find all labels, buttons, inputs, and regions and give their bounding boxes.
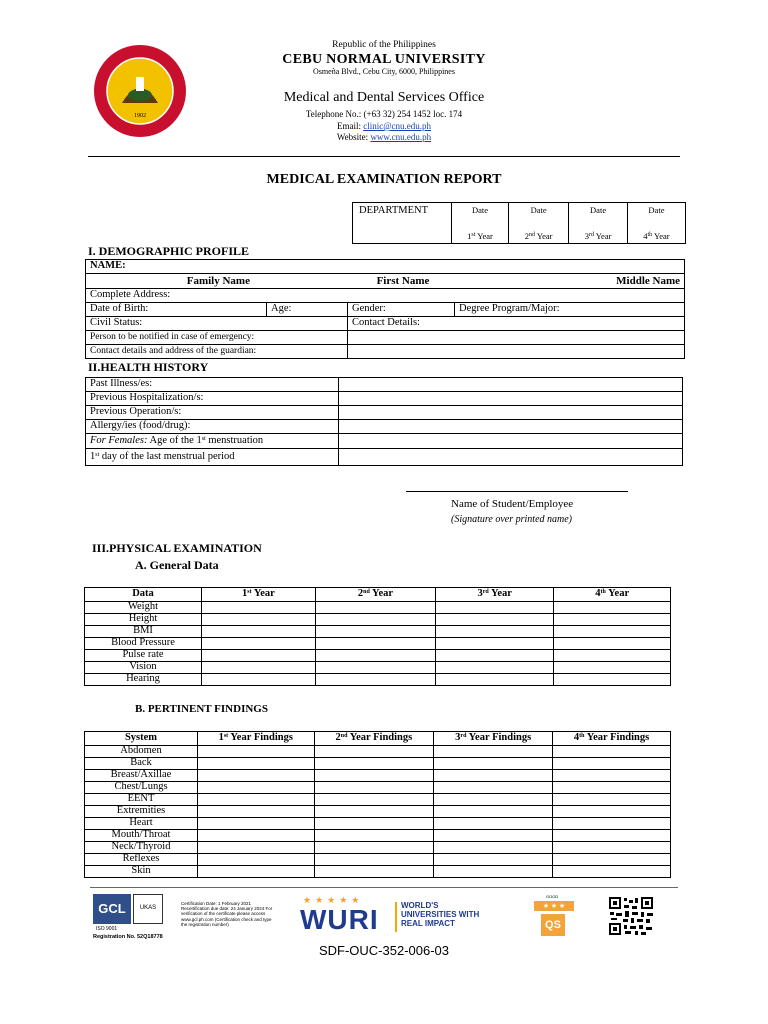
general-cell-year-2[interactable] <box>315 638 435 650</box>
general-cell-year-4[interactable] <box>554 674 671 686</box>
pertinent-row-label: Heart <box>85 818 198 830</box>
pertinent-cell-year-1[interactable] <box>198 854 315 866</box>
pertinent-cell-year-1[interactable] <box>198 806 315 818</box>
general-col-data: Data <box>85 588 202 602</box>
qs-logo: QS <box>541 914 565 936</box>
complete-address-field[interactable]: Complete Address: <box>86 289 685 303</box>
certification-text: Certification Date: 1 February 2021 Recertification due date: 24 January 2024 For verification of the certificate please access www.gcl.ph.com (Certification check and type the registration number) <box>181 901 273 927</box>
pertinent-cell-year-4[interactable] <box>553 758 671 770</box>
hospitalization-label: Previous Hospitalization/s: <box>86 392 339 406</box>
allergy-label: Allergy/ies (food/drug): <box>86 420 339 434</box>
qs-good-label: GOOD <box>546 894 559 899</box>
pertinent-cell-year-2[interactable] <box>314 746 434 758</box>
general-cell-year-4[interactable] <box>554 662 671 674</box>
general-cell-year-4[interactable] <box>554 650 671 662</box>
general-cell-year-1[interactable] <box>202 638 316 650</box>
pertinent-cell-year-2[interactable] <box>314 866 434 878</box>
university-address: Osmeña Blvd., Cebu City, 6000, Philippines <box>313 67 455 76</box>
table-row <box>85 830 671 842</box>
general-row-label: BMI <box>85 626 202 638</box>
pertinent-col-year3: 3rd Year Findings <box>434 732 553 746</box>
table-row <box>85 818 671 830</box>
pertinent-cell-year-3[interactable] <box>434 758 553 770</box>
pertinent-cell-year-4[interactable] <box>553 818 671 830</box>
pertinent-col-year1: 1st Year Findings <box>198 732 315 746</box>
pertinent-cell-year-3[interactable] <box>434 794 553 806</box>
pertinent-cell-year-4[interactable] <box>553 806 671 818</box>
general-col-year2: 2nd Year <box>315 588 435 602</box>
signature-note: (Signature over printed name) <box>451 514 572 525</box>
pertinent-row-label: Mouth/Throat <box>85 830 198 842</box>
general-cell-year-1[interactable] <box>202 626 316 638</box>
general-cell-year-2[interactable] <box>315 662 435 674</box>
allergy-field[interactable] <box>339 420 683 434</box>
pertinent-row-label: Neck/Thyroid <box>85 842 198 854</box>
general-cell-year-2[interactable] <box>315 674 435 686</box>
emergency-contact-label: Person to be notified in case of emergency: <box>86 331 348 345</box>
general-cell-year-2[interactable] <box>315 650 435 662</box>
name-label: NAME: <box>86 260 685 274</box>
table-row <box>85 662 671 674</box>
department-table <box>352 202 686 244</box>
university-name: CEBU NORMAL UNIVERSITY <box>282 52 486 67</box>
guardian-label: Contact details and address of the guardian: <box>86 345 348 359</box>
general-cell-year-3[interactable] <box>436 674 554 686</box>
table-row <box>85 674 671 686</box>
republic-line: Republic of the Philippines <box>332 40 436 50</box>
qs-stars: ★ ★ ★ <box>534 901 574 911</box>
pertinent-cell-year-3[interactable] <box>434 818 553 830</box>
general-col-year1: 1st Year <box>202 588 316 602</box>
general-cell-year-2[interactable] <box>315 614 435 626</box>
pertinent-cell-year-2[interactable] <box>314 830 434 842</box>
general-cell-year-4[interactable] <box>554 602 671 614</box>
pertinent-cell-year-2[interactable] <box>314 854 434 866</box>
general-cell-year-4[interactable] <box>554 638 671 650</box>
pertinent-cell-year-2[interactable] <box>314 758 434 770</box>
civil-status-field[interactable]: Civil Status: <box>86 317 348 331</box>
pertinent-cell-year-1[interactable] <box>198 866 315 878</box>
pertinent-cell-year-2[interactable] <box>314 842 434 854</box>
menstruation-label: For Females: Age of the 1st menstruation <box>86 434 339 449</box>
date-of-birth-field[interactable]: Date of Birth: <box>86 303 267 317</box>
last-period-label: 1st day of the last menstrual period <box>86 449 339 466</box>
registration-number: Registration No. 52Q18778 <box>93 934 163 940</box>
iso-label: ISO 9001 <box>96 926 118 932</box>
general-row-label: Pulse rate <box>85 650 202 662</box>
general-cell-year-4[interactable] <box>554 614 671 626</box>
pertinent-col-year2: 2nd Year Findings <box>314 732 434 746</box>
pertinent-cell-year-1[interactable] <box>198 830 315 842</box>
document-code: SDF-OUC-352-006-03 <box>318 943 450 958</box>
pertinent-col-year4: 4th Year Findings <box>553 732 671 746</box>
website-line <box>0 132 768 142</box>
gcl-logo: GCL <box>93 894 131 924</box>
table-row <box>85 758 671 770</box>
pertinent-heading: B. PERTINENT FINDINGS <box>135 703 268 715</box>
table-row <box>85 614 671 626</box>
family-name-label: Family Name <box>186 274 250 287</box>
general-cell-year-3[interactable] <box>436 602 554 614</box>
pertinent-cell-year-4[interactable] <box>553 842 671 854</box>
pertinent-cell-year-4[interactable] <box>553 794 671 806</box>
general-cell-year-1[interactable] <box>202 614 316 626</box>
office-name: Medical and Dental Services Office <box>283 90 485 105</box>
table-row <box>85 746 671 758</box>
general-row-label: Hearing <box>85 674 202 686</box>
telephone: Telephone No.: (+63 32) 254 1452 loc. 174 <box>305 109 463 119</box>
pertinent-cell-year-2[interactable] <box>314 782 434 794</box>
table-row <box>85 782 671 794</box>
general-cell-year-1[interactable] <box>202 602 316 614</box>
pertinent-cell-year-1[interactable] <box>198 842 315 854</box>
pertinent-row-label: Back <box>85 758 198 770</box>
pertinent-col-system: System <box>85 732 198 746</box>
pertinent-row-label: Chest/Lungs <box>85 782 198 794</box>
demographic-table <box>85 259 685 359</box>
pertinent-row-label: Breast/Axillae <box>85 770 198 782</box>
table-row <box>85 626 671 638</box>
middle-name-label: Middle Name <box>616 274 681 287</box>
pertinent-cell-year-4[interactable] <box>553 830 671 842</box>
pertinent-row-label: Reflexes <box>85 854 198 866</box>
general-cell-year-3[interactable] <box>436 626 554 638</box>
pertinent-cell-year-4[interactable] <box>553 770 671 782</box>
physical-heading: III.PHYSICAL EXAMINATION <box>92 541 262 555</box>
guardian-field[interactable] <box>348 345 685 359</box>
general-row-label: Height <box>85 614 202 626</box>
pertinent-cell-year-3[interactable] <box>434 782 553 794</box>
pertinent-cell-year-4[interactable] <box>553 854 671 866</box>
health-table <box>85 377 683 466</box>
email-label: Email: <box>336 121 361 131</box>
general-cell-year-3[interactable] <box>436 614 554 626</box>
first-name-label: First Name <box>376 274 430 287</box>
past-illness-field[interactable] <box>339 378 683 392</box>
pertinent-cell-year-3[interactable] <box>434 770 553 782</box>
table-row <box>85 842 671 854</box>
header-divider <box>88 156 680 157</box>
table-row <box>85 638 671 650</box>
demographic-heading: I. DEMOGRAPHIC PROFILE <box>88 244 250 258</box>
date-year-3[interactable]: Date 3rd Year <box>569 203 628 244</box>
pertinent-cell-year-4[interactable] <box>553 782 671 794</box>
table-row <box>85 770 671 782</box>
wuri-stars: ★★★★★ <box>303 895 364 905</box>
date-year-4[interactable]: Date 4th Year <box>627 203 685 244</box>
pertinent-cell-year-4[interactable] <box>553 746 671 758</box>
past-illness-label: Past Illness/es: <box>86 378 339 392</box>
pertinent-cell-year-4[interactable] <box>553 866 671 878</box>
pertinent-cell-year-1[interactable] <box>198 794 315 806</box>
email-line <box>0 121 768 131</box>
general-cell-year-1[interactable] <box>202 674 316 686</box>
last-period-field[interactable] <box>339 449 683 466</box>
general-cell-year-2[interactable] <box>315 626 435 638</box>
general-cell-year-4[interactable] <box>554 626 671 638</box>
footer-divider <box>90 887 678 888</box>
pertinent-findings-table <box>84 731 671 878</box>
department-label: DEPARTMENT <box>353 203 452 244</box>
pertinent-cell-year-1[interactable] <box>198 758 315 770</box>
wuri-divider <box>395 902 397 932</box>
table-row <box>85 650 671 662</box>
report-title: MEDICAL EXAMINATION REPORT <box>266 172 502 187</box>
pertinent-cell-year-2[interactable] <box>314 794 434 806</box>
hospitalization-field[interactable] <box>339 392 683 406</box>
pertinent-cell-year-1[interactable] <box>198 746 315 758</box>
signature-name-label: Name of Student/Employee <box>451 498 574 510</box>
ukas-logo: UKAS <box>133 894 163 924</box>
pertinent-cell-year-2[interactable] <box>314 818 434 830</box>
qr-code-icon[interactable] <box>608 896 654 936</box>
table-row <box>85 854 671 866</box>
menstruation-field[interactable] <box>339 434 683 449</box>
pertinent-row-label: EENT <box>85 794 198 806</box>
pertinent-cell-year-3[interactable] <box>434 854 553 866</box>
pertinent-cell-year-3[interactable] <box>434 830 553 842</box>
seal-year: 1902 <box>134 113 146 119</box>
general-row-label: Vision <box>85 662 202 674</box>
general-data-heading: A. General Data <box>135 558 219 572</box>
general-cell-year-1[interactable] <box>202 662 316 674</box>
general-cell-year-3[interactable] <box>436 650 554 662</box>
table-row <box>85 794 671 806</box>
table-row <box>85 866 671 878</box>
operation-field[interactable] <box>339 406 683 420</box>
pertinent-cell-year-2[interactable] <box>314 806 434 818</box>
email-link[interactable]: clinic@cnu.edu.ph <box>363 121 432 131</box>
general-cell-year-2[interactable] <box>315 602 435 614</box>
operation-label: Previous Operation/s: <box>86 406 339 420</box>
general-row-label: Weight <box>85 602 202 614</box>
pertinent-cell-year-3[interactable] <box>434 806 553 818</box>
wuri-tagline: WORLD'S UNIVERSITIES WITH REAL IMPACT <box>401 901 480 928</box>
general-col-year3: 3rd Year <box>436 588 554 602</box>
pertinent-row-label: Abdomen <box>85 746 198 758</box>
pertinent-cell-year-1[interactable] <box>198 770 315 782</box>
pertinent-row-label: Skin <box>85 866 198 878</box>
website-label: Website: <box>336 132 369 142</box>
emergency-contact-field[interactable] <box>348 331 685 345</box>
age-field[interactable]: Age: <box>267 303 348 317</box>
gender-field[interactable]: Gender: <box>348 303 455 317</box>
pertinent-cell-year-3[interactable] <box>434 866 553 878</box>
pertinent-cell-year-2[interactable] <box>314 770 434 782</box>
general-row-label: Blood Pressure <box>85 638 202 650</box>
table-row <box>85 806 671 818</box>
date-year-2[interactable]: Date 2nd Year <box>509 203 569 244</box>
date-year-1[interactable]: Date 1st Year <box>452 203 509 244</box>
general-cell-year-3[interactable] <box>436 662 554 674</box>
table-row <box>85 602 671 614</box>
degree-field[interactable]: Degree Program/Major: <box>455 303 685 317</box>
signature-line[interactable] <box>406 491 628 492</box>
pertinent-cell-year-1[interactable] <box>198 818 315 830</box>
general-col-year4: 4th Year <box>554 588 671 602</box>
wuri-logo: WURI <box>300 904 379 935</box>
pertinent-cell-year-3[interactable] <box>434 746 553 758</box>
pertinent-cell-year-3[interactable] <box>434 842 553 854</box>
general-cell-year-3[interactable] <box>436 638 554 650</box>
general-data-table <box>84 587 671 686</box>
pertinent-row-label: Extremities <box>85 806 198 818</box>
general-cell-year-1[interactable] <box>202 650 316 662</box>
pertinent-cell-year-1[interactable] <box>198 782 315 794</box>
contact-details-field[interactable]: Contact Details: <box>348 317 685 331</box>
health-heading: II.HEALTH HISTORY <box>88 360 209 374</box>
website-link[interactable]: www.cnu.edu.ph <box>370 132 432 142</box>
